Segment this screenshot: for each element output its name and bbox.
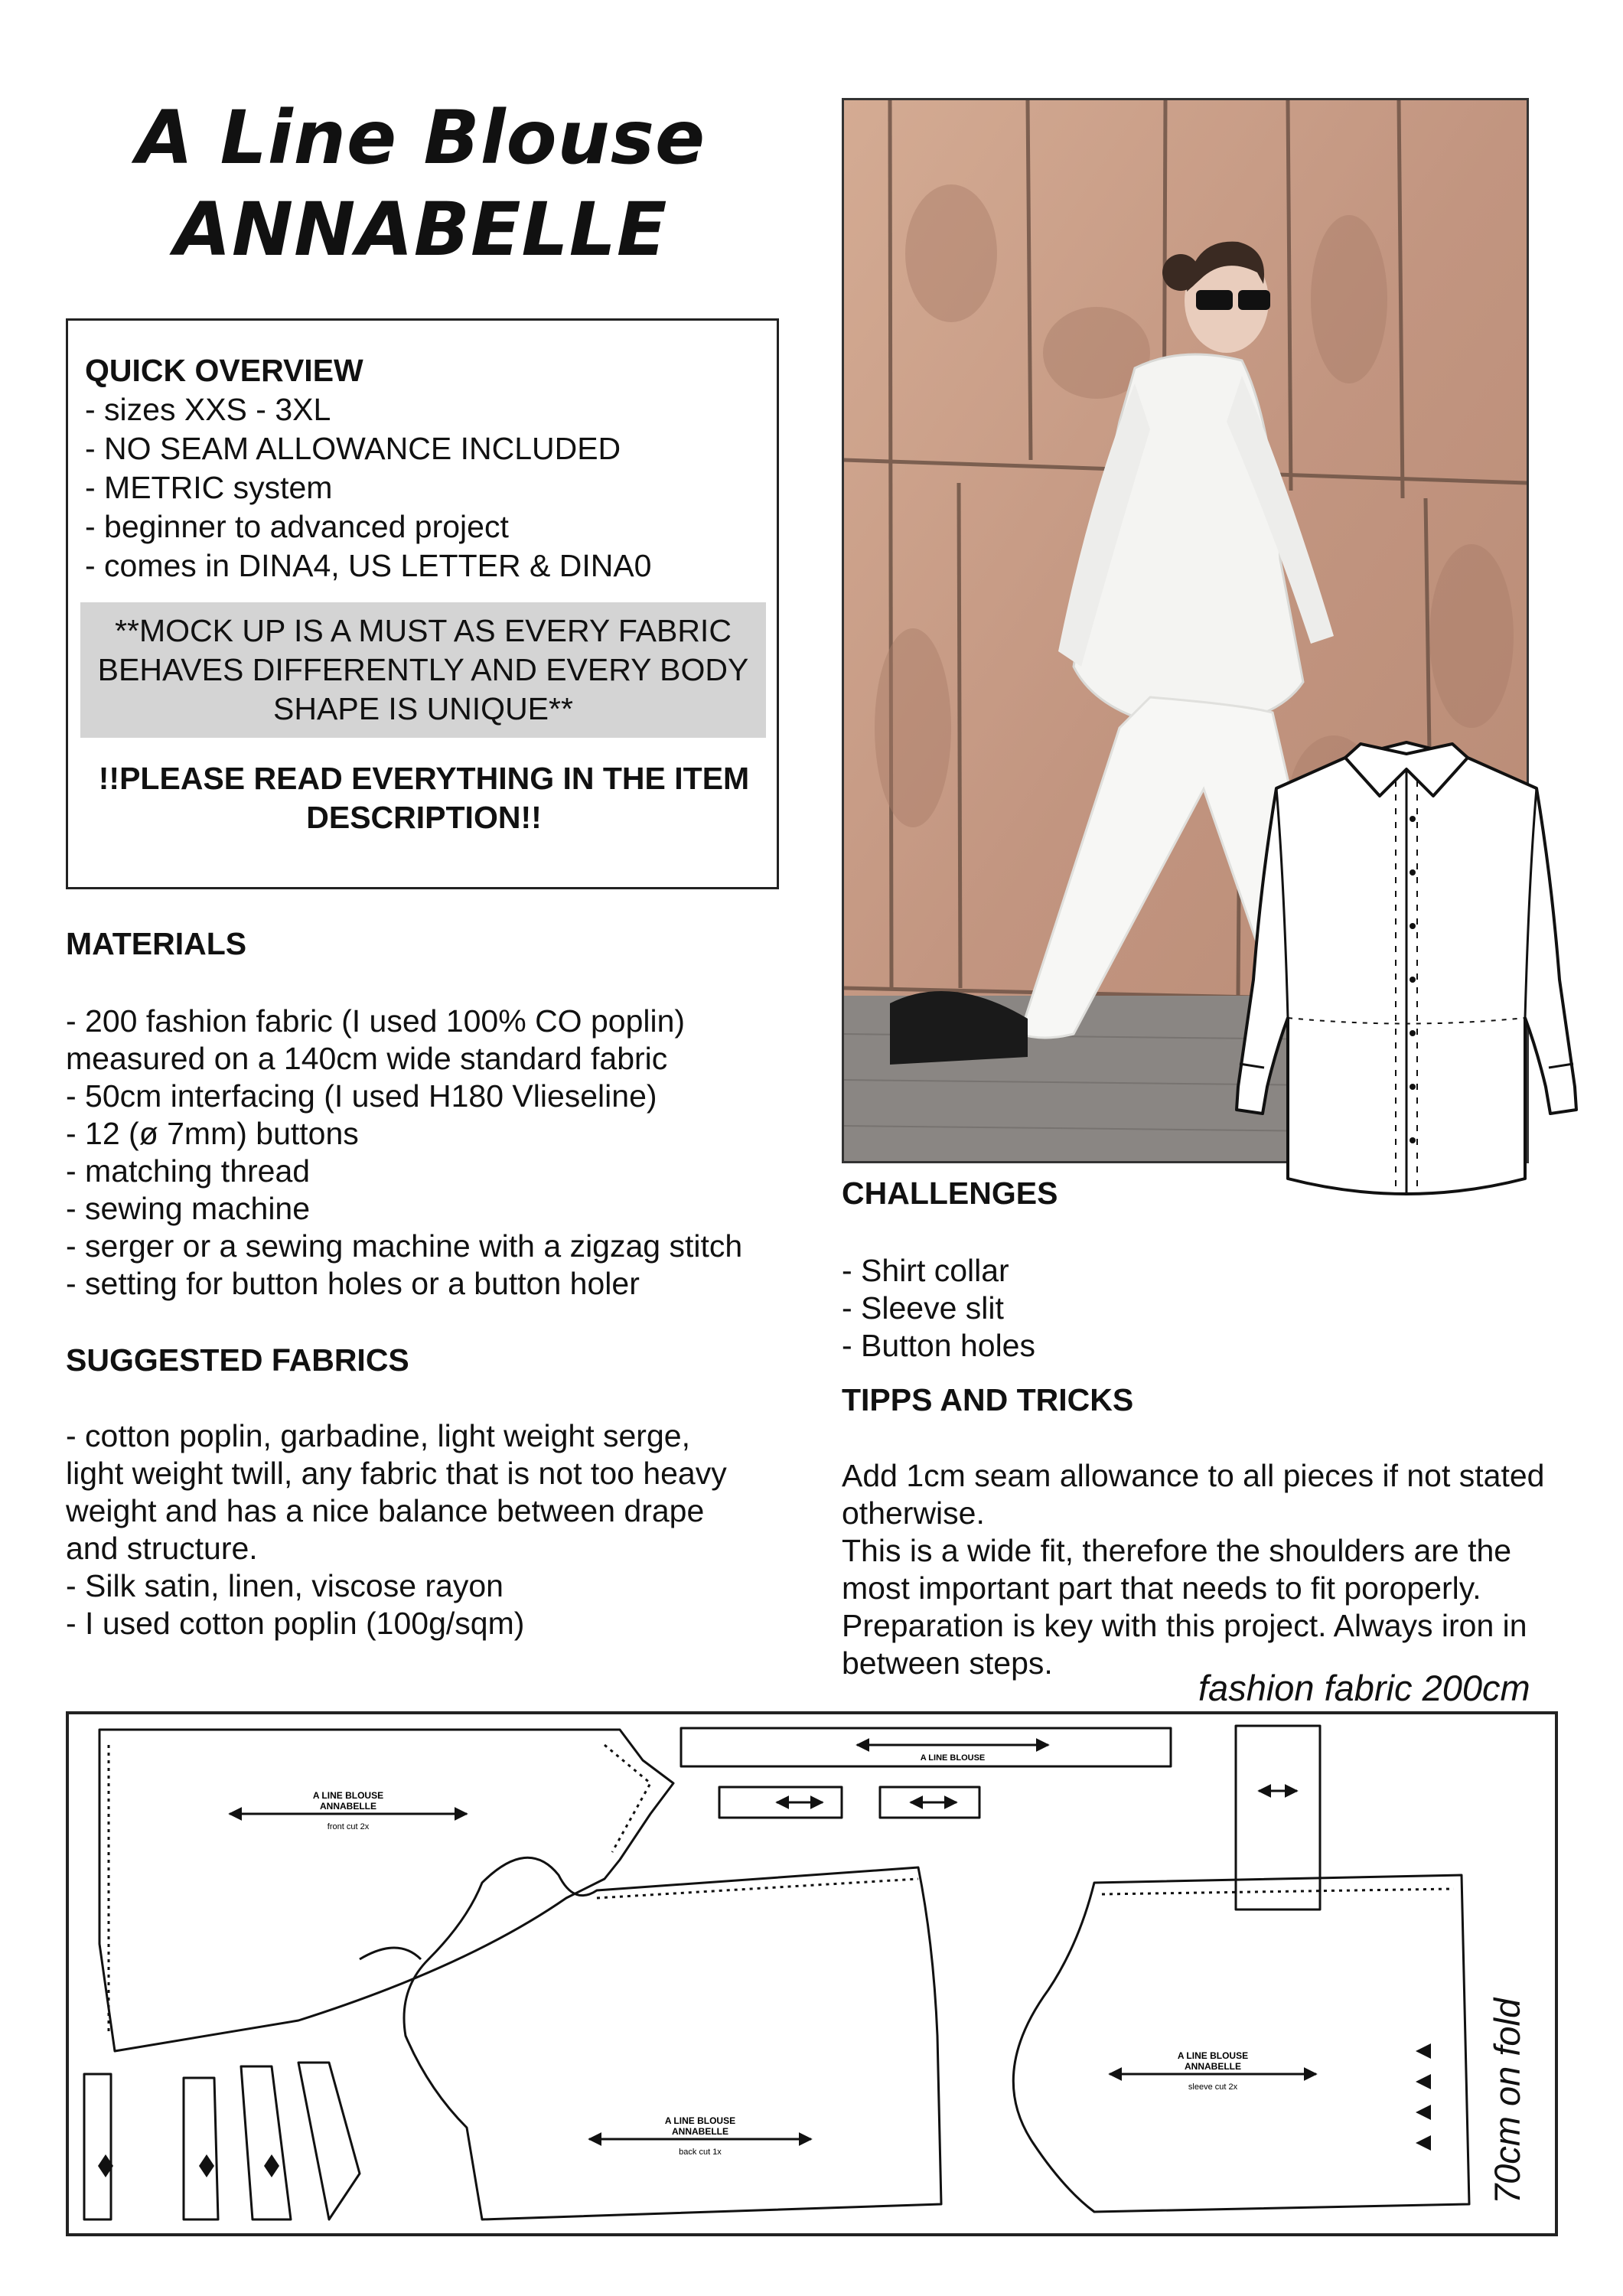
fabrics-line: - cotton poplin, garbadine, light weight serge, — [66, 1418, 690, 1453]
placket-piece — [1236, 1726, 1320, 1910]
read-line: DESCRIPTION!! — [306, 800, 542, 835]
shirt-flat-svg — [1230, 727, 1582, 1209]
sleeve-piece-name: ANNABELLE — [1185, 2061, 1241, 2072]
tips-line: between steps. — [842, 1645, 1053, 1681]
overview-item: - sizes XXS - 3XL — [85, 392, 331, 427]
tips-line: most important part that needs to fit poroperly. — [842, 1570, 1481, 1606]
materials-line: - 200 fashion fabric (I used 100% CO poplin) — [66, 1003, 686, 1039]
overview-item: - comes in DINA4, US LETTER & DINA0 — [85, 548, 652, 583]
challenges-heading: CHALLENGES — [842, 1176, 1058, 1211]
challenge-line: - Button holes — [842, 1328, 1035, 1363]
back-piece-brand: A LINE BLOUSE — [664, 2115, 736, 2126]
materials-line: - 50cm interfacing (I used H180 Vlieseline) — [66, 1078, 657, 1114]
challenges-list — [842, 1252, 1035, 1365]
overview-heading: QUICK OVERVIEW — [85, 353, 363, 388]
overview-item: - NO SEAM ALLOWANCE INCLUDED — [85, 431, 621, 466]
front-piece — [99, 1730, 673, 2051]
sleeve-slit-4 — [298, 2063, 360, 2219]
sleeve-slit-2 — [184, 2078, 218, 2219]
overview-item: - beginner to advanced project — [85, 509, 509, 544]
tips-line: Add 1cm seam allowance to all pieces if not stated — [842, 1458, 1545, 1493]
suggested-fabrics-heading: SUGGESTED FABRICS — [66, 1342, 409, 1378]
back-piece-cut: back cut 1x — [679, 2148, 722, 2157]
materials-line: - matching thread — [66, 1153, 311, 1189]
fabrics-line: light weight twill, any fabric that is not too heavy — [66, 1456, 727, 1491]
read-line: !!PLEASE READ EVERYTHING IN THE ITEM — [98, 761, 750, 796]
cutting-layout-svg — [69, 1714, 1555, 2233]
front-piece-cut: front cut 2x — [327, 1822, 370, 1831]
back-piece-name: ANNABELLE — [672, 2126, 728, 2137]
cutting-layout — [66, 1711, 1558, 2236]
mockup-line: BEHAVES DIFFERENTLY AND EVERY BODY — [97, 652, 749, 687]
fabric-length-label: fashion fabric 200cm — [1198, 1668, 1530, 1708]
tips-line: otherwise. — [842, 1495, 985, 1531]
suggested-fabrics-list — [66, 1417, 727, 1642]
quick-overview-box — [66, 318, 779, 889]
title-line-2: ANNABELLE — [174, 187, 668, 272]
mockup-line: **MOCK UP IS A MUST AS EVERY FABRIC — [115, 613, 732, 648]
challenge-line: - Sleeve slit — [842, 1290, 1004, 1326]
technical-flat-drawing — [1230, 727, 1582, 1209]
sleeve-slit-3 — [241, 2066, 291, 2219]
back-piece — [404, 1857, 941, 2219]
overview-item: - METRIC system — [85, 470, 333, 505]
materials-heading: MATERIALS — [66, 926, 247, 961]
fabrics-line: - I used cotton poplin (100g/sqm) — [66, 1606, 525, 1641]
tips-line: This is a wide fit, therefore the shoulders are the — [842, 1533, 1512, 1568]
sleeve-piece-cut: sleeve cut 2x — [1188, 2082, 1238, 2092]
fold-width-label: 70cm on fold — [1487, 1998, 1527, 2204]
fabrics-line: - Silk satin, linen, viscose rayon — [66, 1568, 504, 1603]
title-line-1: A Line Blouse — [135, 95, 706, 181]
mockup-warning — [80, 602, 766, 738]
pattern-title — [69, 92, 773, 276]
fabrics-line: weight and has a nice balance between drape — [66, 1493, 705, 1528]
materials-line: - sewing machine — [66, 1191, 311, 1226]
tips-line: Preparation is key with this project. Always iron in — [842, 1608, 1527, 1643]
materials-list — [66, 1003, 742, 1303]
materials-line: measured on a 140cm wide standard fabric — [66, 1041, 668, 1076]
collar-piece-brand: A LINE BLOUSE — [920, 1753, 986, 1763]
sleeve-slit-1 — [84, 2074, 111, 2219]
materials-line: - setting for button holes or a button holer — [66, 1266, 640, 1301]
mockup-line: SHAPE IS UNIQUE** — [273, 691, 573, 726]
sleeve-piece-brand: A LINE BLOUSE — [1177, 2050, 1249, 2061]
challenge-line: - Shirt collar — [842, 1253, 1009, 1288]
fabrics-line: and structure. — [66, 1531, 258, 1566]
tips-list — [842, 1457, 1544, 1682]
front-piece-brand: A LINE BLOUSE — [312, 1790, 384, 1801]
front-piece-name: ANNABELLE — [320, 1801, 376, 1812]
tips-heading: TIPPS AND TRICKS — [842, 1382, 1134, 1417]
sleeve-piece — [1013, 1875, 1469, 2212]
read-description-note — [85, 759, 763, 837]
materials-line: - serger or a sewing machine with a zigzag stitch — [66, 1228, 743, 1264]
materials-line: - 12 (ø 7mm) buttons — [66, 1116, 359, 1151]
